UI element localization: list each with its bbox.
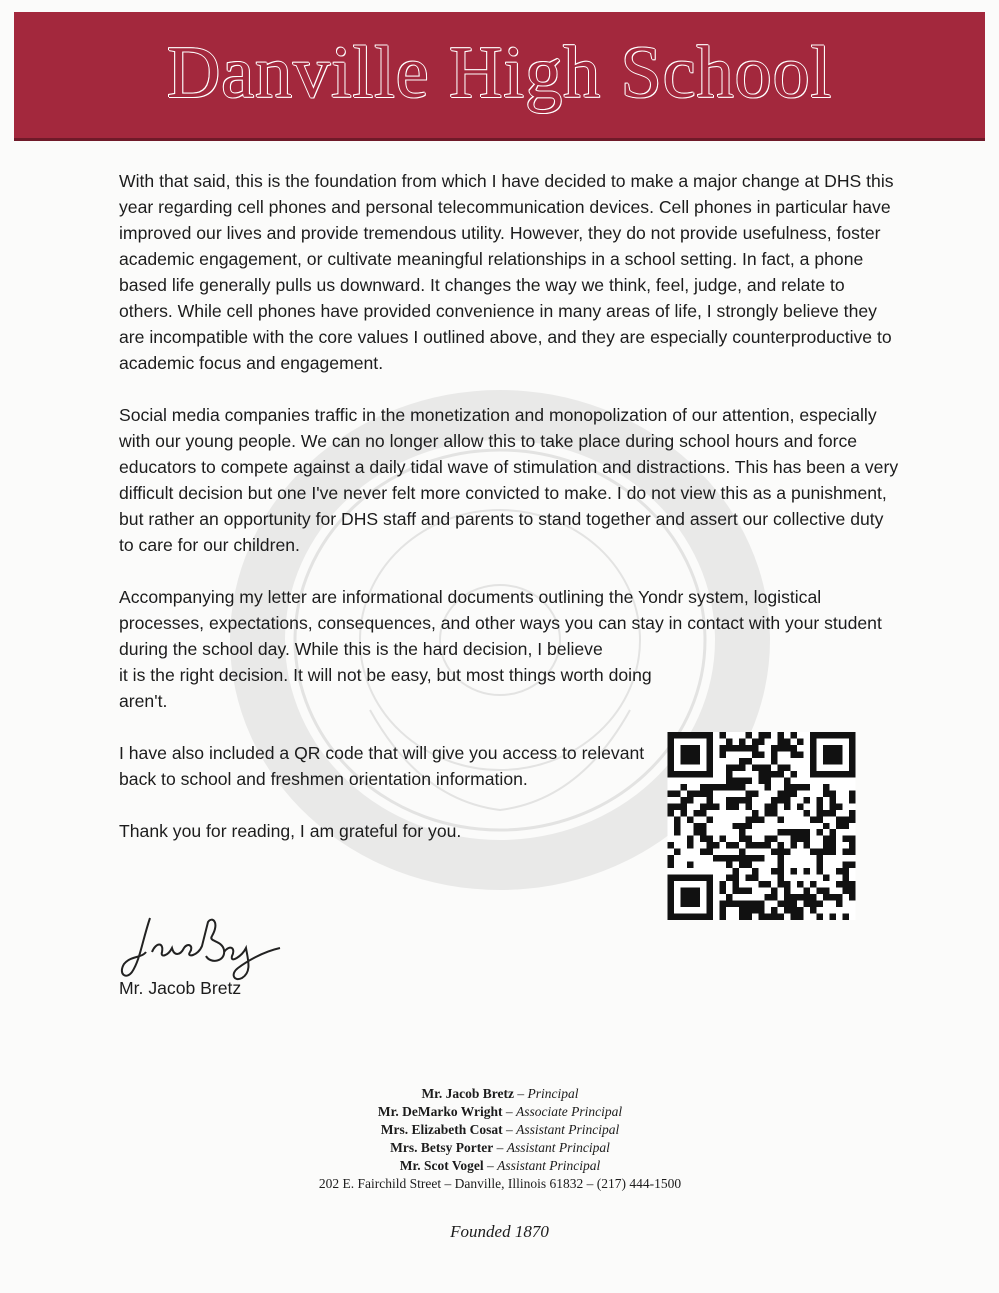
staff-role: Assistant Principal <box>497 1158 601 1173</box>
school-address: 202 E. Fairchild Street – Danville, Illinois 61832 – (217) 444-1500 <box>318 1176 682 1191</box>
staff-role: Associate Principal <box>516 1104 623 1119</box>
staff-role: Assistant Principal <box>506 1140 610 1155</box>
staff-name: Mrs. Betsy Porter <box>390 1140 494 1155</box>
paragraph: Accompanying my letter are informational documents outlining the Yondr system, logistical processes, expectations, consequences, and other ways you can stay in contact with your student during the school day. While this is the hard decision, I believe <box>119 587 882 659</box>
paragraph: Thank you for reading, I am grateful for you. <box>119 821 462 841</box>
staff-line: Mr. Jacob Bretz – Principal <box>421 1086 579 1101</box>
staff-line: Mrs. Betsy Porter – Assistant Principal <box>390 1140 610 1155</box>
paragraph: it is the right decision. It will not be easy, but most things worth doing aren't. <box>119 665 652 711</box>
school-title: Danville High School <box>166 32 833 114</box>
staff-role: Principal <box>527 1086 579 1101</box>
staff-name: Mrs. Elizabeth Cosat <box>380 1122 503 1137</box>
staff-line: Mrs. Elizabeth Cosat – Assistant Principal <box>380 1122 620 1137</box>
staff-role: Assistant Principal <box>516 1122 620 1137</box>
header-banner <box>14 12 985 141</box>
staff-line: Mr. DeMarko Wright – Associate Principal <box>377 1104 623 1119</box>
founded-line: Founded 1870 <box>450 1222 549 1241</box>
signer-name: Mr. Jacob Bretz <box>119 978 242 998</box>
qr-code[interactable] <box>665 732 858 920</box>
staff-name: Mr. Scot Vogel <box>399 1158 484 1173</box>
paragraph: Social media companies traffic in the monetization and monopolization of our attention, especially with our young people. We can no longer allow this to take place during school hours and force educators to compete against a daily tidal wave of stimulation and distractions. This has been a very difficult decision but one I've never felt more convicted to make. I do not view this as a punishment, but rather an opportunity for DHS staff and parents to stand together and assert our collective duty to care for our children. <box>119 405 899 555</box>
paragraph: With that said, this is the foundation from which I have decided to make a major change at DHS this year regarding cell phones and personal telecommunication devices. Cell phones in particular have improved our lives and provide tremendous utility. However, they do not provide usefulness, foster academic engagement, or cultivate meaningful relationships in a school setting. In fact, a phone based life generally pulls us downward. It changes the way we think, feel, judge, and relate to others. While cell phones have provided convenience in many areas of life, I strongly believe they are incompatible with the core values I outlined above, and they are especially counterproductive to academic focus and engagement. <box>119 171 894 373</box>
paragraph: I have also included a QR code that will give you access to relevant back to school and freshmen orientation information. <box>119 743 645 789</box>
staff-line: Mr. Scot Vogel – Assistant Principal <box>399 1158 601 1173</box>
staff-name: Mr. Jacob Bretz <box>421 1086 515 1101</box>
staff-name: Mr. DeMarko Wright <box>377 1104 503 1119</box>
staff-footer <box>200 1085 800 1193</box>
handwritten-signature <box>112 912 292 982</box>
